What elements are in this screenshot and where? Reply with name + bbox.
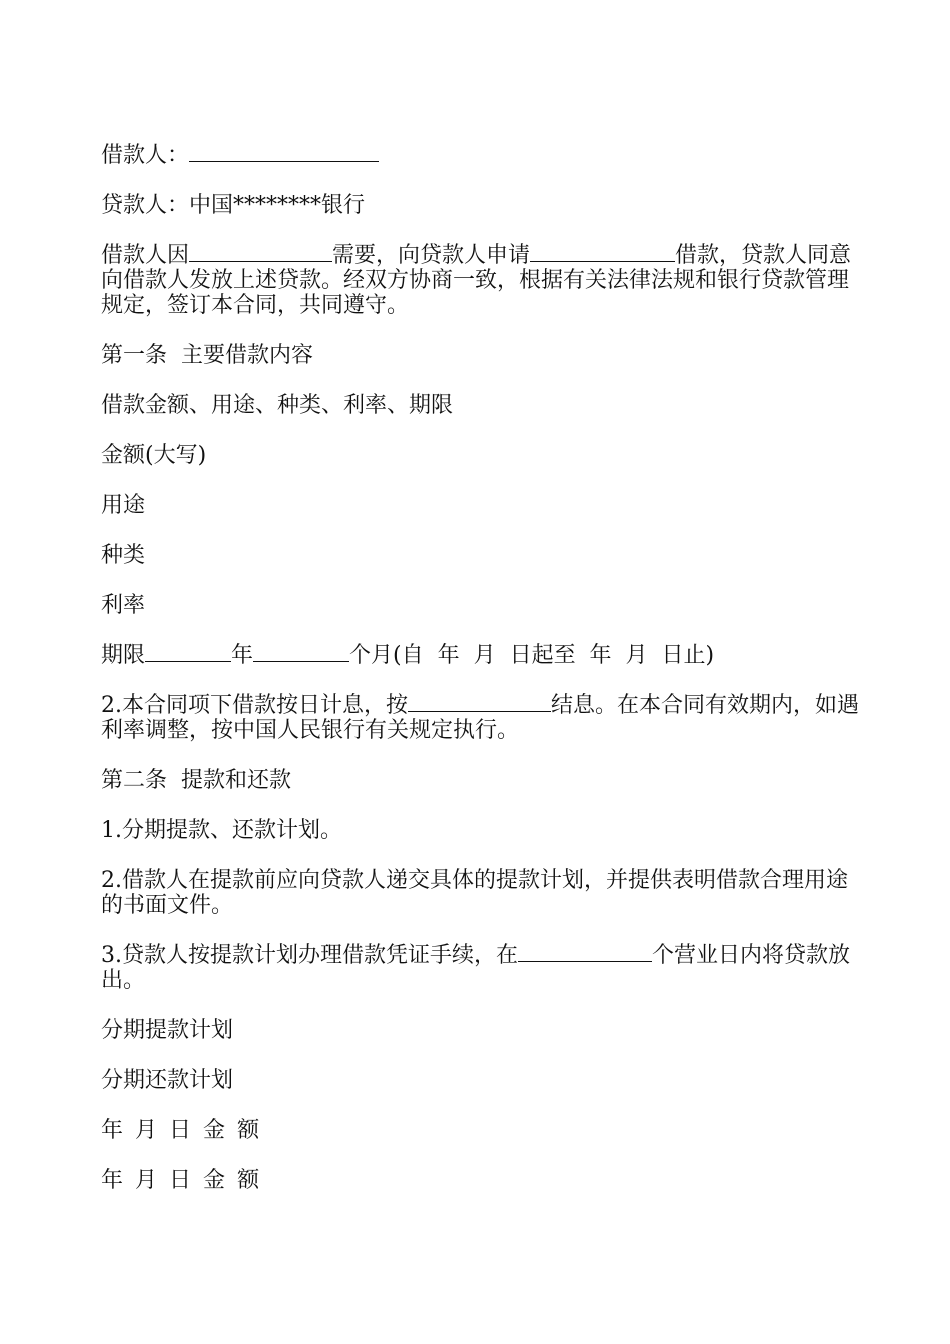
settlement-blank [408,693,551,712]
plan-row-cell: 额 [237,1168,260,1193]
term-prefix: 期限 [101,643,146,668]
borrower-line [101,143,861,168]
borrower-label: 借款人： [101,143,190,168]
reason-blank [189,243,332,262]
type-label: 种类 [101,543,146,568]
loan-items: 借款金额、用途、种类、利率、期限 [101,393,454,418]
term-years-blank [145,643,231,662]
interest-clause [101,693,861,743]
plan-row-cell: 年 [101,1168,124,1193]
repay-plan-heading: 分期还款计划 [101,1068,234,1093]
plan-row-cell: 年 [101,1118,124,1143]
lender-line: 贷款人：中国********银行 [101,193,366,218]
term-suffix: 个月(自 年 月 日起至 年 月 日止) [349,643,715,668]
plan-row-1 [101,1118,861,1143]
plan-row-2 [101,1168,861,1193]
withdraw-plan-heading: 分期提款计划 [101,1018,234,1043]
plan-row-cell: 日 [169,1118,192,1143]
article2-title: 第二条 提款和还款 [101,768,291,793]
plan-row-cell: 额 [237,1118,260,1143]
intro-text-2: 需要，向贷款人申请 [332,243,531,268]
interest-text-1: 2.本合同项下借款按日计息，按 [101,693,408,718]
item-2: 2.借款人在提款前应向贷款人递交具体的提款计划，并提供表明借款合理用途的书面文件。 [101,868,848,918]
business-days-blank [518,943,652,962]
plan-row-cell: 金 [203,1118,226,1143]
article1-title: 第一条 主要借款内容 [101,343,313,368]
term-year-label: 年 [231,643,254,668]
purpose-label: 用途 [101,493,146,518]
rate-label: 利率 [101,593,146,618]
item3-text-2: 个营业日内将贷款放出。 [101,943,851,993]
plan-row-cell: 月 [135,1118,158,1143]
amount-label: 金额(大写) [101,443,207,468]
interest-text-2: 结息。在本合同有效期内，如遇利率调整，按中国人民银行有关规定执行。 [101,693,860,743]
item-3 [101,943,861,993]
loan-type-blank [530,243,675,262]
item-1: 1.分期提款、还款计划。 [101,818,342,843]
contract-page [101,143,861,1218]
intro-paragraph [101,243,861,318]
intro-text-3: 借款，贷款人同意向借款人发放上述贷款。经双方协商一致，根据有关法律法规和银行贷款管理规定，签订本合同，共同遵守。 [101,243,852,318]
item3-text-1: 3.贷款人按提款计划办理借款凭证手续，在 [101,943,518,968]
term-months-blank [253,643,349,662]
plan-row-cell: 金 [203,1168,226,1193]
plan-row-cell: 月 [135,1168,158,1193]
borrower-blank [189,143,379,162]
plan-row-cell: 日 [169,1168,192,1193]
term-line [101,643,861,668]
intro-text-1: 借款人因 [101,243,190,268]
